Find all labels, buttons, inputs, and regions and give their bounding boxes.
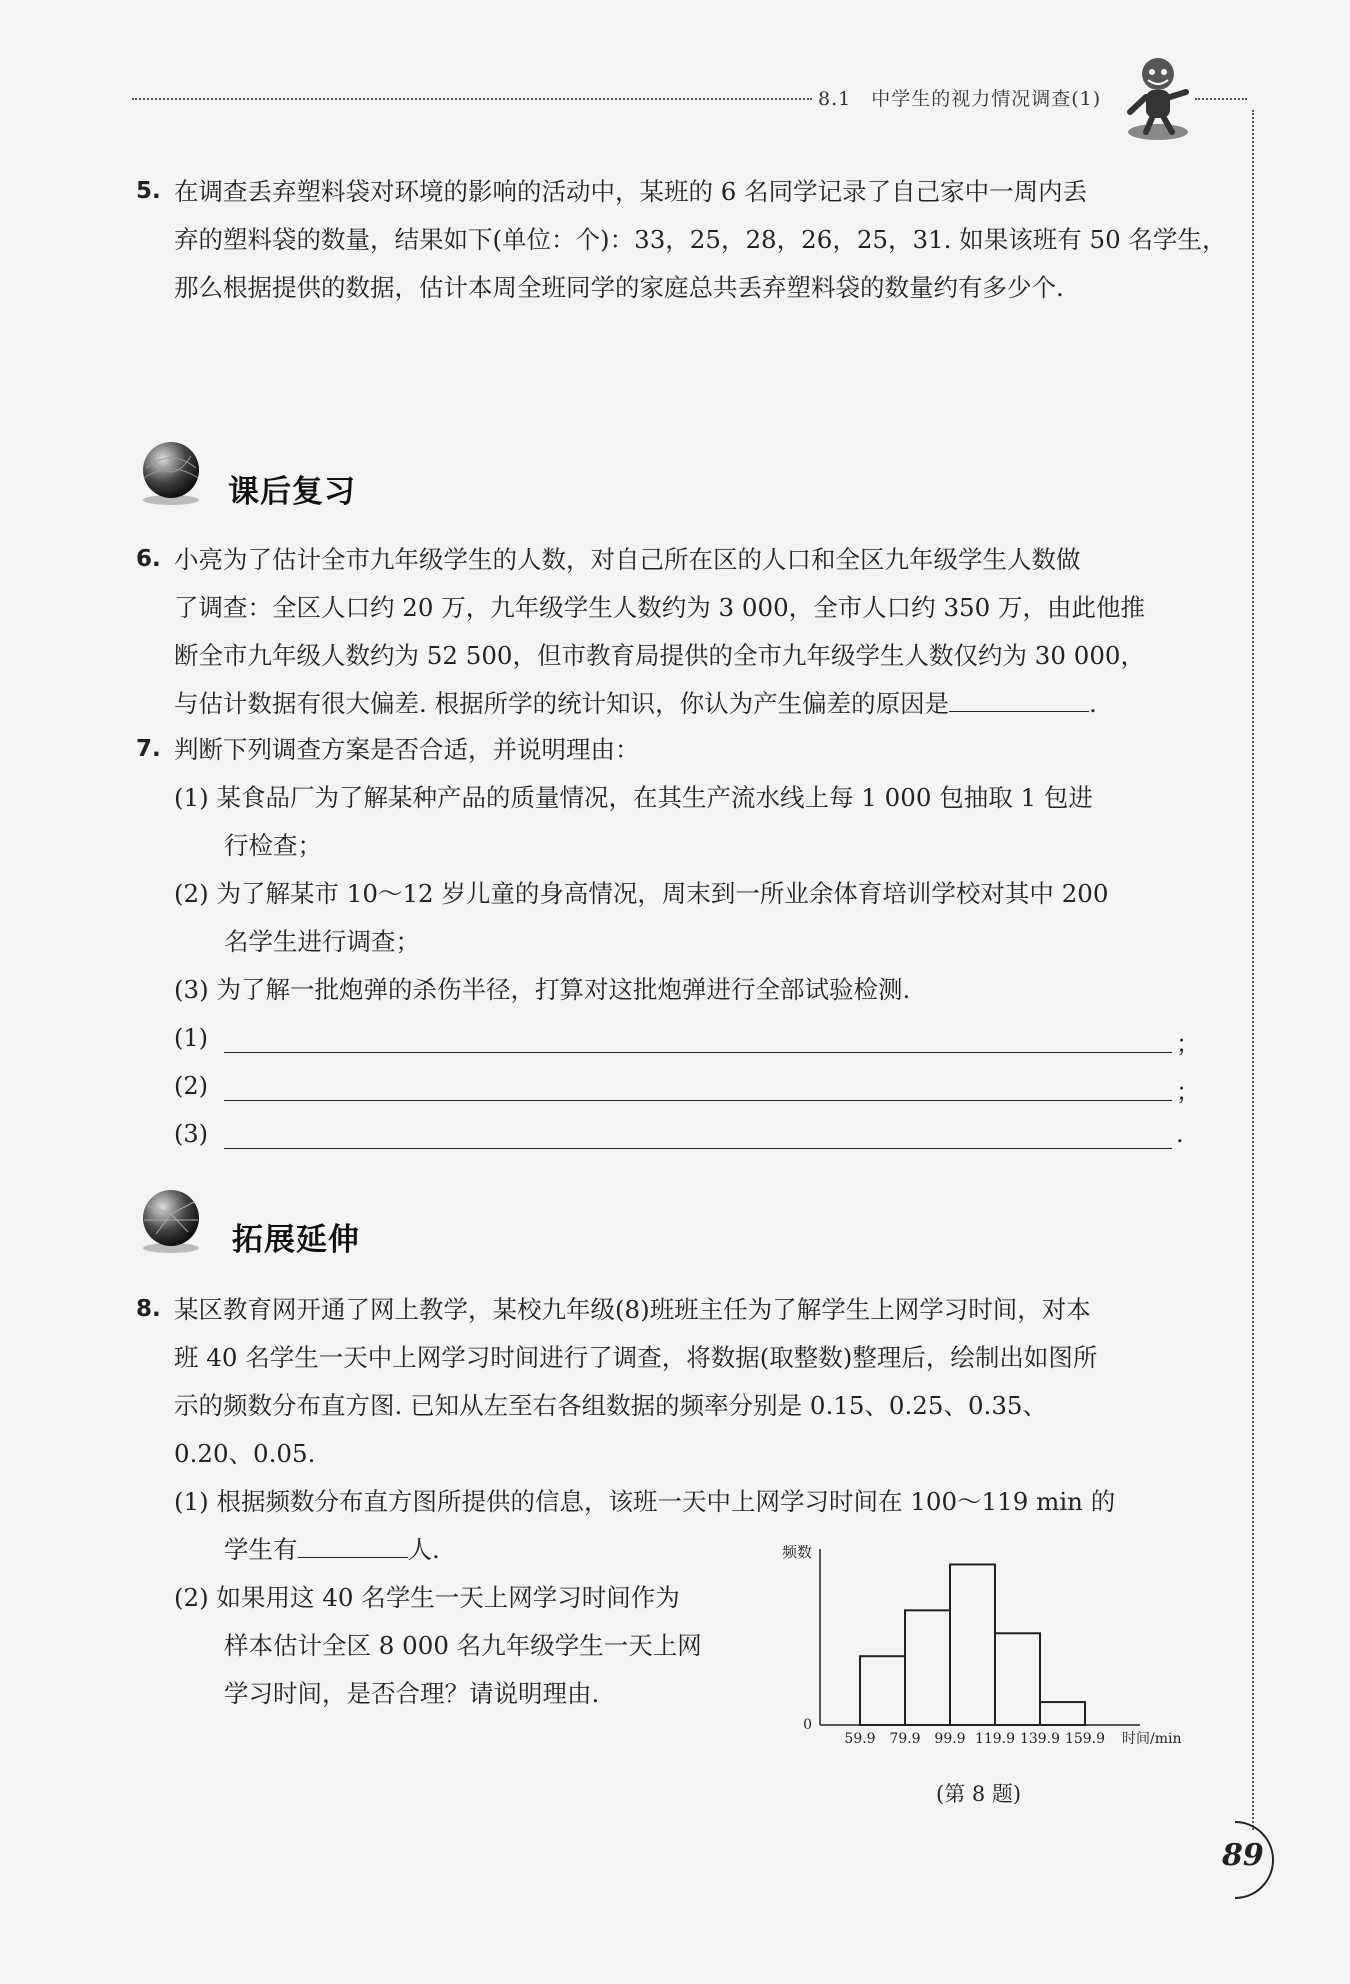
- question-6-line-1: 小亮为了估计全市九年级学生的人数，对自己所在区的人口和全区九年级学生人数做: [174, 545, 1081, 574]
- question-8-number: 8.: [136, 1296, 161, 1322]
- question-5-number: 5.: [136, 178, 161, 204]
- question-7-item-1: (1) 某食品厂为了解某种产品的质量情况，在其生产流水线上每 1 000 包抽取 1 包进: [174, 783, 1093, 812]
- question-7-number: 7.: [136, 736, 161, 762]
- question-7-intro: 判断下列调查方案是否合适，并说明理由：: [174, 735, 640, 764]
- answer-label-3: (3): [174, 1120, 208, 1148]
- header-dotted-rule: [132, 98, 812, 100]
- question-8-line-2: 班 40 名学生一天中上网学习时间进行了调查，将数据(取整数)整理后，绘制出如图所: [174, 1343, 1098, 1372]
- answer-end-3: .: [1176, 1120, 1184, 1148]
- histogram-bar: [905, 1610, 950, 1725]
- mascot-icon: [1118, 52, 1198, 142]
- question-5-line-2: 弃的塑料袋的数量，结果如下(单位：个)：33，25，28，26，25，31. 如果该班有 50 名学生，: [174, 225, 1227, 254]
- origin-label: 0: [803, 1717, 812, 1733]
- answer-line-3[interactable]: [224, 1148, 1172, 1149]
- answer-label-1: (1): [174, 1024, 208, 1052]
- histogram-bar: [1040, 1702, 1085, 1725]
- question-5-line-3: 那么根据提供的数据，估计本周全班同学的家庭总共丢弃塑料袋的数量约有多少个.: [174, 273, 1064, 302]
- header-dotted-rule-right: [1195, 98, 1247, 100]
- question-8-sub-1: (1) 根据频数分布直方图所提供的信息，该班一天中上网学习时间在 100～119 min 的: [174, 1487, 1116, 1516]
- figure-caption: (第 8 题): [936, 1782, 1022, 1806]
- question-8-answer-blank[interactable]: [298, 1533, 408, 1559]
- question-6-line-2: 了调查：全区人口约 20 万，九年级学生人数约为 3 000，全市人口约 350 万，由此他推: [174, 593, 1146, 622]
- question-8-sub-1-cont: [224, 1526, 440, 1574]
- question-7-item-3: (3) 为了解一批炮弹的杀伤半径，打算对这批炮弹进行全部试验检测.: [174, 975, 911, 1004]
- y-axis-label: 频数: [781, 1545, 812, 1561]
- answer-line-1[interactable]: [224, 1052, 1172, 1053]
- x-tick-label: 79.9: [889, 1731, 921, 1747]
- x-tick-label: 119.9: [974, 1731, 1016, 1747]
- question-8-line-4: 0.20、0.05.: [174, 1439, 316, 1468]
- x-tick-label: 139.9: [1019, 1731, 1061, 1747]
- question-7-item-2: (2) 为了解某市 10～12 岁儿童的身高情况，周末到一所业余体育培训学校对其中 200: [174, 879, 1109, 908]
- answer-end-1: ；: [1176, 1030, 1200, 1058]
- question-7-item-2-cont: 名学生进行调查；: [224, 927, 420, 956]
- histogram-bar: [950, 1564, 995, 1725]
- section-ball-icon-2: [136, 1186, 206, 1256]
- question-8-sub-1-text-a: 学生有: [224, 1535, 298, 1564]
- question-8-sub-2-line-2: 样本估计全区 8 000 名九年级学生一天上网: [224, 1631, 702, 1660]
- page-number: 89: [1222, 1838, 1264, 1873]
- question-6-line-4-end: .: [1089, 689, 1097, 718]
- answer-end-2: ；: [1176, 1078, 1200, 1106]
- question-6-number: 6.: [136, 546, 161, 572]
- question-8-line-1: 某区教育网开通了网上教学，某校九年级(8)班班主任为了解学生上网学习时间，对本: [174, 1295, 1091, 1324]
- section-title-review: 课后复习: [228, 474, 356, 510]
- side-dotted-rule: [1252, 110, 1254, 1830]
- section-ball-icon: [136, 438, 206, 508]
- question-6-line-3: 断全市九年级人数约为 52 500，但市教育局提供的全市九年级学生人数仅约为 30 000，: [174, 641, 1146, 670]
- question-6-line-4: [174, 680, 1097, 728]
- question-8-sub-2-line-1: (2) 如果用这 40 名学生一天上网学习时间作为: [174, 1583, 680, 1612]
- x-axis-label: 时间/min: [1122, 1731, 1182, 1747]
- question-8-sub-2-line-3: 学习时间，是否合理？请说明理由.: [224, 1679, 600, 1708]
- question-6-answer-blank[interactable]: [949, 687, 1089, 713]
- question-5-line-1: 在调查丢弃塑料袋对环境的影响的活动中，某班的 6 名同学记录了自己家中一周内丢: [174, 177, 1088, 206]
- x-tick-label: 159.9: [1064, 1731, 1106, 1747]
- question-8-line-3: 示的频数分布直方图. 已知从左至右各组数据的频率分别是 0.15、0.25、0.35、: [174, 1391, 1048, 1420]
- answer-label-2: (2): [174, 1072, 208, 1100]
- question-8-sub-1-text-b: 人.: [407, 1535, 440, 1564]
- question-6-line-4-text: 与估计数据有很大偏差. 根据所学的统计知识，你认为产生偏差的原因是: [174, 689, 950, 718]
- section-title-extension: 拓展延伸: [232, 1222, 360, 1258]
- x-tick-label: 59.9: [844, 1731, 876, 1747]
- header-section-label: 8.1 中学生的视力情况调查(1): [818, 88, 1102, 110]
- answer-line-2[interactable]: [224, 1100, 1172, 1101]
- histogram-bar: [860, 1656, 905, 1725]
- question-7-item-1-cont: 行检查；: [224, 831, 322, 860]
- histogram-bar: [995, 1633, 1040, 1725]
- x-tick-label: 99.9: [934, 1731, 966, 1747]
- frequency-histogram: [770, 1545, 1200, 1765]
